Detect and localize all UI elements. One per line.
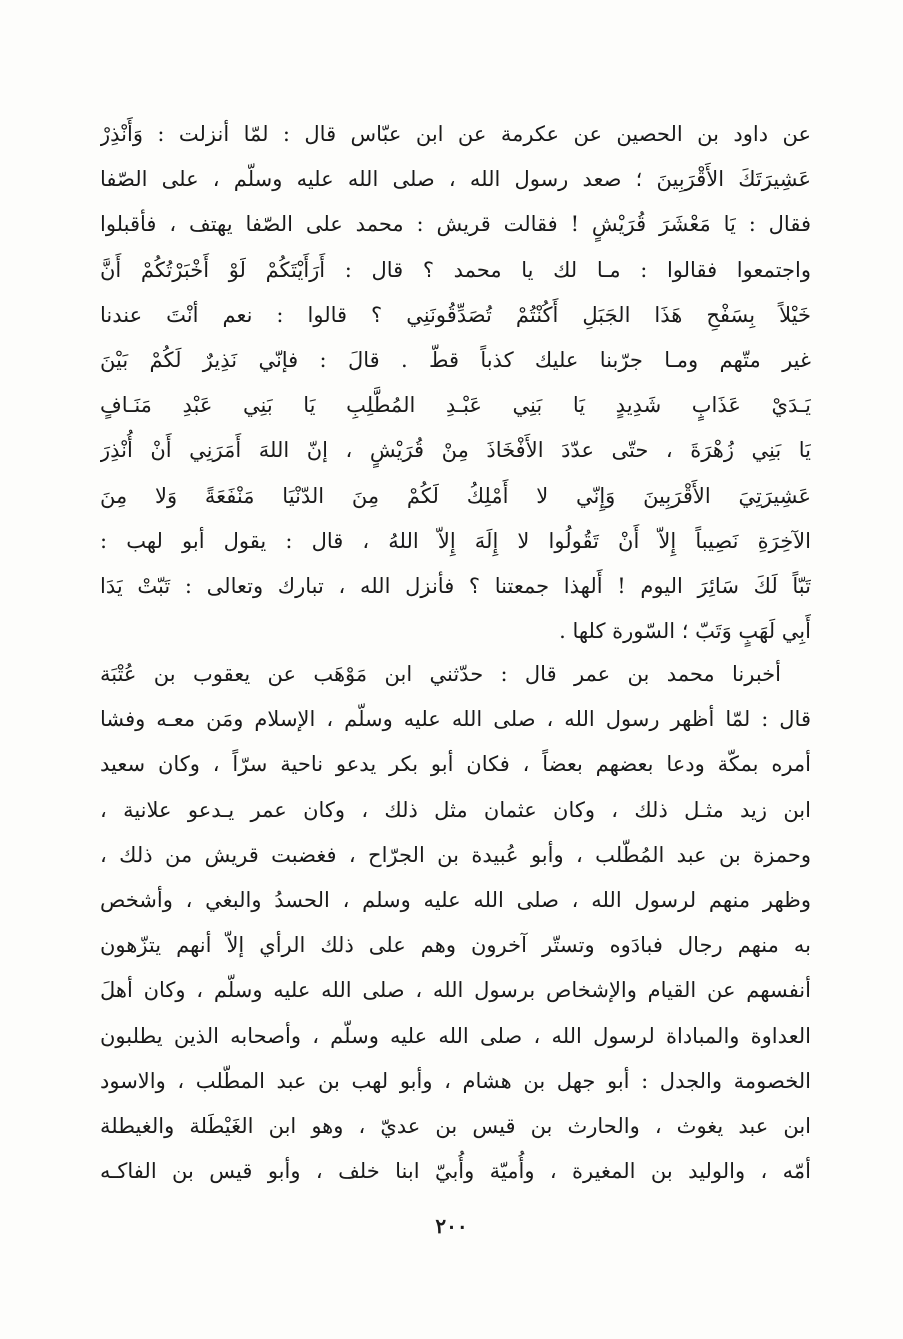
- text-line: يَا بَنِي زُهْرَةَ ، حتّى عدّدَ الأَفْخَاذَ مِنْ قُرَيْشٍ ، إنّ اللهَ أَمَرَنِي أَنْ أُنْذِرَ: [100, 438, 811, 463]
- text-line: غير متّهم ومـا جرّبنا عليك كذباً قطّ . قالَ : فإنّي نَذِيرٌ لَكُمْ بَيْنَ: [100, 347, 811, 372]
- text-line: أَبِي لَهَبٍ وَتَبّ ؛ السّورة كلها .: [559, 619, 811, 644]
- text-line: أمره بمكّة ودعا بعضهم بعضاً ، فكان أبو بكر يدعو ناحية سرّاً ، وكان سعيد: [100, 752, 811, 777]
- paragraph-2: [100, 652, 811, 1194]
- text-line: أنفسهم عن القيام والإشخاص برسول الله ، صلى الله عليه وسلّم ، وكان أهلَ: [100, 978, 811, 1003]
- text-line: عن داود بن الحصين عن عكرمة عن ابن عبّاس قال : لمّا أنزلت : وَأَنْذِرْ: [100, 122, 811, 146]
- text-line: الخصومة والجدل : أبو جهل بن هشام ، وأبو لهب بن عبد المطّلب ، والاسود: [100, 1068, 811, 1093]
- text-line: فقال : يَا مَعْشَرَ قُرَيْشٍ ! فقالت قريش : محمد على الصّفا يهتف ، فأقبلوا: [100, 212, 811, 237]
- paragraph-1: [100, 112, 811, 654]
- text-line: عَشِيرَتِيَ الأَقْرَبِينَ وَإِنّي لا أَمْلِكُ لَكُمْ مِنَ الدّنْيَا مَنْفَعَةً وَلا مِنَ: [100, 483, 811, 508]
- text-line: واجتمعوا فقالوا : مـا لك يا محمد ؟ قال : أَرَأَيْتَكُمْ لَوْ أَخْبَرْتُكُمْ أَنَّ: [100, 257, 811, 282]
- text-line: العداوة والمباداة لرسول الله ، صلى الله عليه وسلّم ، وأصحابه الذين يطلبون: [100, 1023, 811, 1048]
- text-line: عَشِيرَتَكَ الأَقْرَبِينَ ؛ صعد رسول الله ، صلى الله عليه وسلّم ، على الصّفا: [100, 167, 811, 192]
- text-line: ابن عبد يغوث ، والحارث بن قيس بن عديّ ، وهو ابن الغَيْطَلة والغيطلة: [100, 1113, 811, 1138]
- text-line: يَـدَيْ عَذَابٍ شَدِيدٍ يَا بَنِي عَبْـدِ المُطَّلِبِ يَا بَنِي عَبْدِ مَنَـافٍ: [100, 393, 811, 418]
- text-line: خَيْلاً بِسَفْحِ هَذَا الجَبَلِ أَكُنْتُمْ تُصَدِّقُونَنِي ؟ قالوا : نعم أنْتَ عندنا: [100, 302, 811, 327]
- text-line: الآخِرَةِ نَصِيباً إِلاّ أَنْ تَقُولُوا لا إِلَهَ إِلاّ اللهُ ، قال : يقول أبو لهب :: [100, 528, 811, 553]
- text-line: أخبرنا محمد بن عمر قال : حدّثني ابن مَوْهَب عن يعقوب بن عُتْبَة: [100, 662, 781, 686]
- text-line: تَبّاً لَكَ سَائِرَ اليوم ! أَلهذا جمعتنا ؟ فأنزل الله ، تبارك وتعالى : تَبّتْ يَدَا: [100, 573, 811, 598]
- page-number: ٢٠٠: [435, 1214, 468, 1238]
- text-line: قال : لمّا أظهر رسول الله ، صلى الله عليه وسلّم ، الإسلام ومَن معـه وفشا: [100, 707, 811, 732]
- text-line: وظهر منهم لرسول الله ، صلى الله عليه وسلم ، الحسدُ والبغي ، وأشخص: [100, 887, 811, 912]
- text-line: به منهم رجال فبادَوه وتستّر آخرون وهم على ذلك الرأي إلاّ أنهم يتزّهون: [100, 933, 811, 958]
- text-line: وحمزة بن عبد المُطّلب ، وأبو عُبيدة بن الجرّاح ، فغضبت قريش من ذلك ،: [100, 842, 811, 867]
- text-line: ابن زيد مثـل ذلك ، وكان عثمان مثل ذلك ، وكان عمر يـدعو علانية ،: [100, 797, 811, 822]
- text-line: أمّه ، والوليد بن المغيرة ، وأُميّة وأُبيّ ابنا خلف ، وأبو قيس بن الفاكـه: [100, 1159, 811, 1184]
